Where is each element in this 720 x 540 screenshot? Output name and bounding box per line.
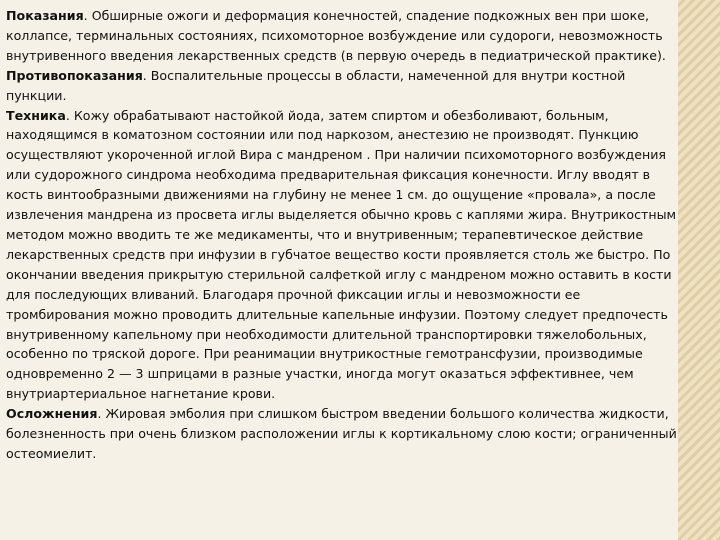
- complications-heading: Осложнения: [6, 406, 98, 422]
- indications-text: Обширные ожоги и деформация конечностей, спадение подкожных вен при шоке, коллапсе, терминальных состояниях, психомоторное возбуждение или судороги, невозможность внутривенного введения лекарственных средств (в первую очередь в педиатрической практике).: [6, 8, 666, 63]
- slide-body-text: [6, 6, 682, 464]
- contraindications-separator: .: [142, 67, 151, 83]
- indications-separator: .: [83, 8, 92, 23]
- technique-heading: Техника: [6, 107, 66, 123]
- technique-text: Кожу обрабатывают настойкой йода, затем спиртом и обезболивают, больным, находящимся в коматозном состоянии или под наркозом, анестезию не производят. Пункцию осуществляют укороченной иглой Вира с мандреном . При наличии психомоторного возбуждения или судорожного синдрома необходима предварительная фиксация конечности. Иглу вводят в кость винтообразными движениями на глубину не менее 1 см. до ощущение «провала», а после извлечения мандрена из просвета иглы выделяется обычно кровь с каплями жира. Внутрикостным методом можно вводить те же медикаменты, что и внутривенным; терапевтическое действие лекарственных средств при инфузии в губчатое вещество кости проявляется столь же быстро. По окончании введения прикрытую стерильной салфеткой иглу с мандреном можно оставить в кости для последующих вливаний. Благодаря прочной фиксации иглы и невозможности ее тромбирования можно проводить длительные капельные инфузии. Поэтому следует предпочесть внутривенному капельному при необходимости длительной транспортировки тяжелобольных, особенно по тряской дороге. При реанимации внутрикостные гемотрансфузии, производимые одновременно 2 — 3 шприцами в разные участки, иногда могут оказаться эффективнее, чем внутриартериальное нагнетание крови.: [6, 107, 677, 402]
- technique-paragraph: [6, 106, 682, 405]
- complications-text: Жировая эмболия при слишком быстром введении большого количества жидкости, болезненность при очень близком расположении иглы к кортикальному слою кости; ограниченный остеомиелит.: [6, 406, 677, 461]
- technique-separator: .: [65, 107, 74, 123]
- contraindications-paragraph: [6, 66, 682, 106]
- indications-heading: Показания: [6, 8, 84, 23]
- indications-paragraph: [6, 6, 682, 66]
- complications-paragraph: [6, 404, 682, 464]
- complications-separator: .: [97, 406, 106, 422]
- decorative-stripe: [678, 0, 720, 540]
- contraindications-heading: Противопоказания: [6, 67, 143, 83]
- contraindications-text: Воспалительные процессы в области, намеченной для внутри костной пункции.: [6, 67, 626, 103]
